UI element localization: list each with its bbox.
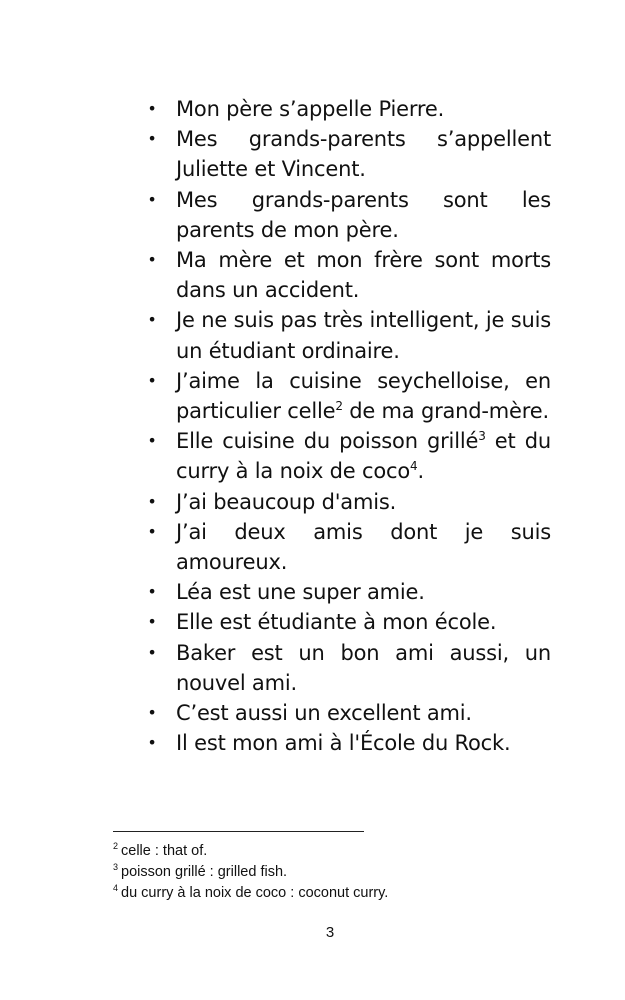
list-item-text: Mon père s’appelle Pierre.	[176, 97, 445, 121]
list-item	[140, 426, 551, 486]
footnote-ref[interactable]: 3	[478, 429, 486, 444]
list-item-text: Léa est une super amie.	[176, 580, 425, 605]
footnote-number: 4	[113, 883, 119, 893]
footnote-number: 3	[113, 862, 119, 872]
list-item	[140, 517, 551, 577]
page-number: 3	[325, 924, 335, 941]
footnote-separator	[113, 831, 364, 832]
list-item-text: C’est aussi un excellent ami.	[176, 701, 472, 726]
list-item-text: Mes grands-parents s’appellent Juliette et Vincent.	[176, 127, 551, 182]
list-item-text: Mes grands-parents sont les parents de mon père.	[176, 187, 551, 242]
list-item	[140, 577, 551, 607]
footnote-text: du curry à la noix de coco : coconut curry.	[121, 885, 389, 901]
bullet-icon: •	[147, 491, 157, 511]
list-item	[140, 366, 551, 426]
footnote-ref[interactable]: 4	[410, 459, 418, 474]
list-item	[140, 124, 551, 184]
bullet-icon: •	[147, 370, 157, 390]
footnotes	[113, 841, 533, 904]
list-item-text: et du curry à la noix de coco	[176, 429, 551, 484]
list-item	[140, 185, 551, 245]
footnote-text: celle : that of.	[121, 843, 208, 859]
bullet-icon: •	[147, 129, 157, 149]
list-item	[140, 607, 551, 637]
bullet-icon: •	[147, 310, 157, 330]
footnote	[113, 841, 533, 862]
footnote	[113, 883, 533, 904]
list-item	[140, 698, 551, 728]
bullet-icon: •	[147, 431, 157, 451]
list-item-text: Elle est étudiante à mon école.	[176, 610, 497, 635]
bullet-icon: •	[147, 250, 157, 270]
list-item-text: Elle cuisine du poisson grillé	[176, 429, 479, 454]
list-item	[140, 245, 551, 305]
list-item	[140, 94, 551, 124]
bullet-icon: •	[147, 733, 157, 753]
bullet-list	[140, 94, 551, 758]
list-item-text: Ma mère et mon frère sont morts dans un accident.	[176, 248, 551, 303]
list-item-text: J’aime la cuisine seychelloise, en particulier celle	[176, 368, 551, 424]
list-item-text: J’ai beaucoup d'amis.	[176, 489, 397, 514]
list-item	[140, 728, 551, 758]
bullet-icon: •	[147, 703, 157, 723]
list-item-text: Il est mon ami à l'École du Rock.	[176, 731, 511, 756]
list-item	[140, 487, 551, 517]
list-item	[140, 638, 551, 698]
list-item	[140, 305, 551, 365]
list-item-text: .	[417, 459, 424, 484]
list-item-text: J’ai deux amis dont je suis amoureux.	[176, 519, 551, 575]
bullet-icon: •	[147, 582, 157, 602]
bullet-icon: •	[147, 642, 157, 662]
list-item-text: Baker est un bon ami aussi, un nouvel ami.	[176, 640, 551, 695]
footnote-ref[interactable]: 2	[335, 399, 343, 414]
footnote	[113, 862, 533, 883]
bullet-icon: •	[147, 612, 157, 632]
list-item-text: de ma grand-mère.	[342, 399, 549, 424]
bullet-icon: •	[147, 99, 157, 118]
bullet-icon: •	[147, 189, 157, 209]
footnote-text: poisson grillé : grilled fish.	[121, 864, 288, 880]
bullet-icon: •	[147, 521, 157, 541]
list-item-text: Je ne suis pas très intelligent, je suis un étudiant ordinaire.	[176, 308, 551, 363]
footnote-number: 2	[113, 841, 119, 851]
